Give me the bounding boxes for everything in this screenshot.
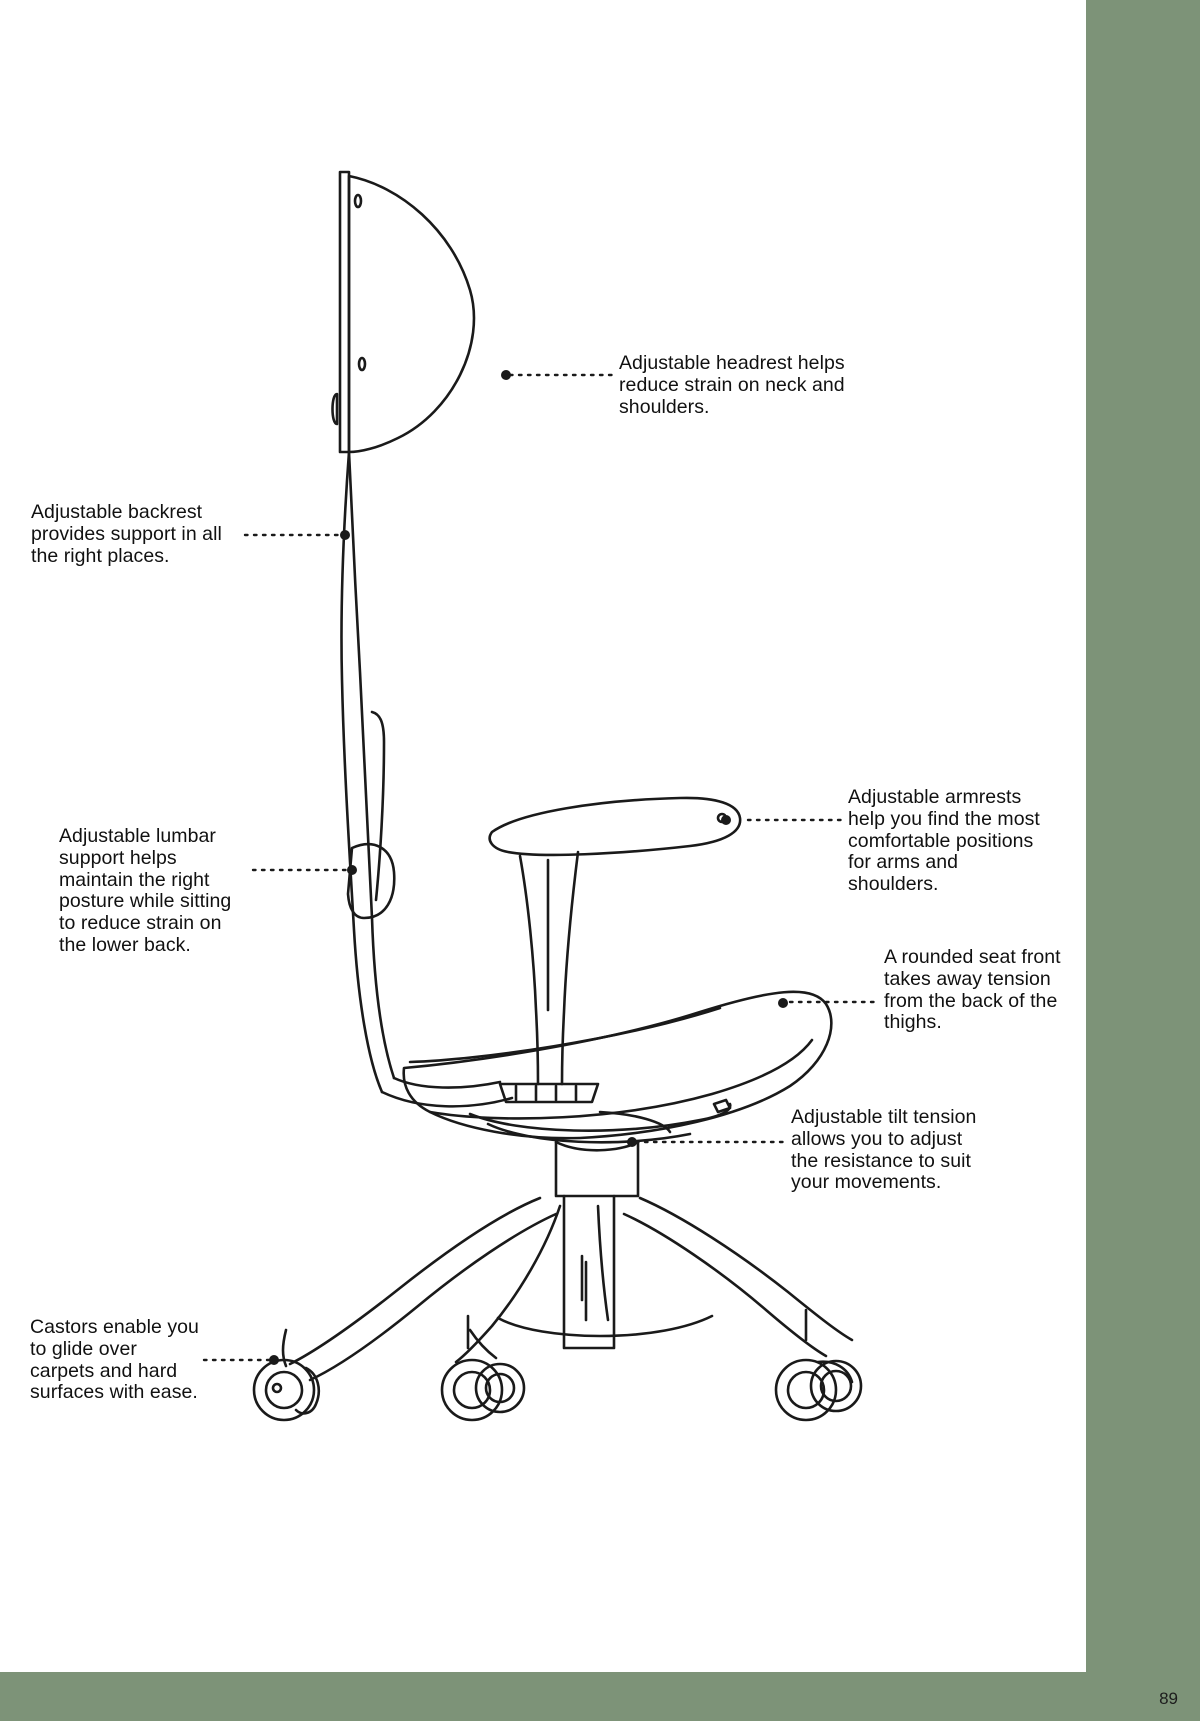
castor-left-tread [296, 1368, 319, 1413]
callout-backrest-text: Adjustable backrest provides support in all the right places. [31, 501, 222, 567]
base-leg-right-top [640, 1198, 852, 1340]
base-leg-left-bottom [310, 1214, 556, 1380]
leader-dot-castors [269, 1355, 279, 1365]
callout-castors-text: Castors enable you to glide over carpets and hard surfaces with ease. [30, 1316, 199, 1404]
leader-dot-backrest [340, 530, 350, 540]
headrest-lower-hole [359, 358, 365, 370]
castor-right-wheel-outer [776, 1360, 836, 1420]
armrest-pad [490, 798, 740, 855]
backrest-base-inner [394, 1078, 500, 1088]
leader-dot-seat-front [778, 998, 788, 1008]
cylinder-shaft [564, 1196, 614, 1348]
backrest-rear-edge [341, 452, 382, 1092]
armrest-post-rear [562, 852, 578, 1084]
headrest-pad [349, 176, 474, 452]
headrest-upper-hole [355, 195, 361, 207]
seat-front-seam [430, 1040, 812, 1118]
base-leg-right-bottom [624, 1214, 826, 1356]
base-leg-front-left [456, 1206, 560, 1362]
callout-castors [30, 1317, 205, 1404]
callout-headrest [619, 353, 859, 418]
castor-left-wheel-inner [266, 1372, 302, 1408]
callout-seat-front [884, 947, 1064, 1034]
leader-dot-headrest [501, 370, 511, 380]
backrest-front-edge [349, 452, 394, 1078]
page-number: 89 [1159, 1689, 1178, 1708]
base-rear-arc [498, 1316, 712, 1336]
callout-backrest [31, 502, 246, 567]
callout-armrests-text: Adjustable armrests help you find the most comfortable positions for arms and shoulders. [848, 786, 1040, 896]
base-leg-left-top [290, 1198, 540, 1364]
callout-lumbar-text: Adjustable lumbar support helps maintain the right posture while sitting to reduce strain on the lower back. [59, 825, 232, 957]
callout-lumbar-support [59, 826, 239, 957]
leader-dot-tilt [627, 1137, 637, 1147]
castor-mid-wheel-second [476, 1364, 524, 1412]
callout-headrest-text: Adjustable headrest helps reduce strain on neck and shoulders. [619, 352, 845, 418]
base-leg-center [598, 1206, 608, 1320]
armrest-bracket-ribs [516, 1086, 576, 1100]
leader-dot-armrest [721, 815, 731, 825]
headrest-adjuster-tab [333, 394, 338, 424]
headrest-mount-plate [340, 172, 349, 452]
castor-left-hub [273, 1384, 281, 1392]
callout-tilt-tension-text: Adjustable tilt tension allows you to adjust the resistance to suit your movements. [791, 1106, 977, 1194]
callout-armrests [848, 787, 1053, 896]
castor-left-wheel-outer [254, 1360, 314, 1420]
callout-tilt-tension [791, 1107, 991, 1194]
castor-mid-wheel-inner [454, 1372, 490, 1408]
backrest-inner-seam [372, 712, 384, 900]
backrest-base-edge [382, 1092, 512, 1106]
leader-dot-lumbar [347, 865, 357, 875]
callout-seat-front-text: A rounded seat front takes away tension from the back of the thighs. [884, 946, 1061, 1034]
